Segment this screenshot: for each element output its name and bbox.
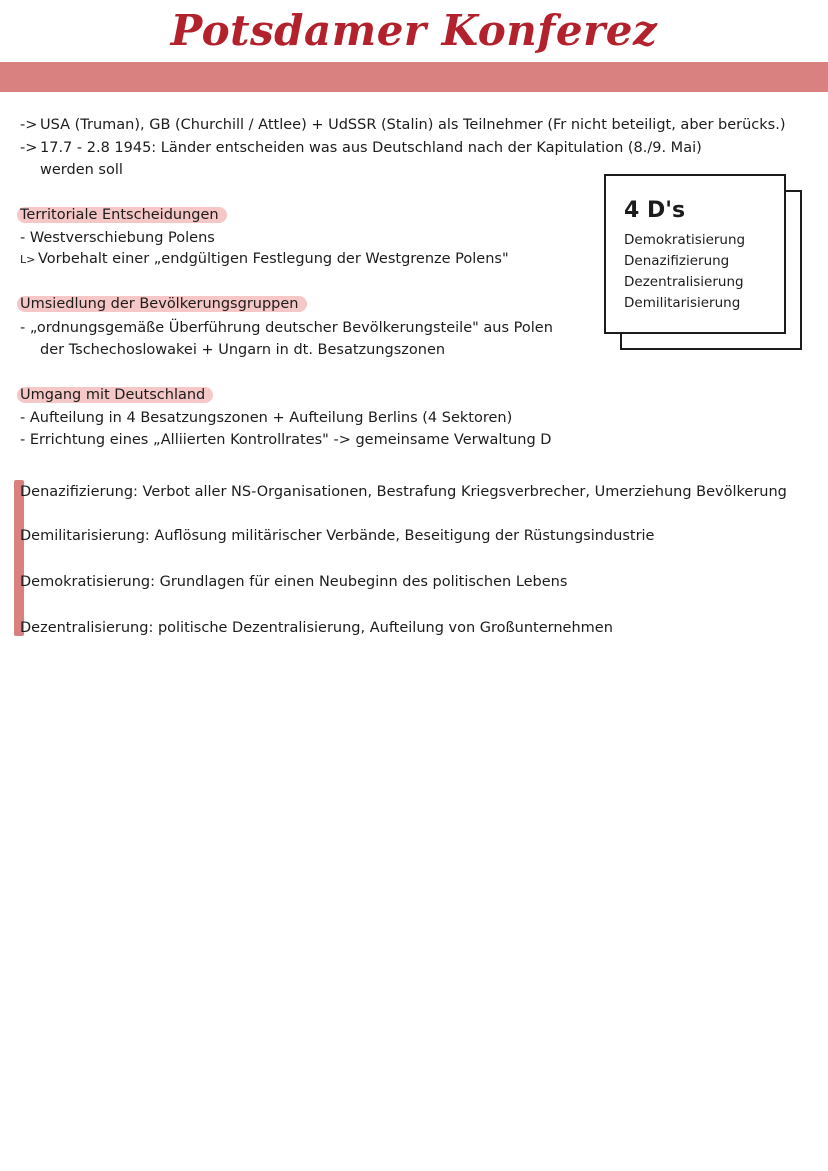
section-heading-resettlement: Umsiedlung der Bevölkerungsgruppen xyxy=(17,296,307,312)
definition-text: Verbot aller NS-Organisationen, Bestrafung Kriegsverbrecher, Umerziehung Bevölkerung xyxy=(142,484,787,500)
box-item: Dezentralisierung xyxy=(624,274,744,290)
section-heading-territorial: Territoriale Entscheidungen xyxy=(17,207,227,223)
section-heading xyxy=(20,295,307,313)
box-title: 4 D's xyxy=(624,198,686,223)
page-title: Potsdamer Konferez xyxy=(170,6,658,55)
box-item: Demilitarisierung xyxy=(624,295,741,311)
definition-text: Grundlagen für einen Neubeginn des politischen Lebens xyxy=(159,574,568,590)
definition-term: Denazifizierung: xyxy=(20,484,138,500)
section-item-text: Vorbehalt einer „endgültigen Festlegung der Westgrenze Polens" xyxy=(38,251,509,267)
arrow-icon: -> xyxy=(20,117,38,133)
definition-democratization xyxy=(20,574,567,590)
four-ds-box xyxy=(604,174,786,334)
intro-line-1 xyxy=(20,116,785,134)
section-item: - Errichtung eines „Alliierten Kontrollrates" -> gemeinsame Verwaltung D xyxy=(20,432,552,448)
intro-text-1: USA (Truman), GB (Churchill / Attlee) + UdSSR (Stalin) als Teilnehmer (Fr nicht beteiligt, aber berücks.) xyxy=(40,117,786,133)
section-heading xyxy=(20,206,227,224)
box-item: Denazifizierung xyxy=(624,253,730,269)
section-item xyxy=(20,250,509,269)
definition-decentralization xyxy=(20,620,613,636)
arrow-icon: -> xyxy=(20,140,38,156)
box-item: Demokratisierung xyxy=(624,232,746,248)
definition-term: Demilitarisierung: xyxy=(20,528,150,544)
definition-denazification xyxy=(20,484,787,500)
intro-text-2: 17.7 - 2.8 1945: Länder entscheiden was aus Deutschland nach der Kapitulation (8./9. Mai) xyxy=(40,140,702,156)
section-item: - Westverschiebung Polens xyxy=(20,230,215,246)
definitions-bar xyxy=(14,480,24,636)
intro-line-3: werden soll xyxy=(40,162,123,178)
title-band xyxy=(0,62,828,92)
definition-text: politische Dezentralisierung, Aufteilung von Großunternehmen xyxy=(157,620,613,636)
sub-arrow-icon: L> xyxy=(20,253,36,266)
definition-demilitarization xyxy=(20,528,654,544)
definition-text: Auflösung militärischer Verbände, Beseitigung der Rüstungsindustrie xyxy=(154,528,655,544)
section-item: der Tschechoslowakei + Ungarn in dt. Besatzungszonen xyxy=(40,342,446,358)
section-item: - „ordnungsgemäße Überführung deutscher Bevölkerungsteile" aus Polen xyxy=(20,320,553,336)
definition-term: Dezentralisierung: xyxy=(20,620,154,636)
definition-term: Demokratisierung: xyxy=(20,574,155,590)
section-heading xyxy=(20,386,213,404)
intro-line-2 xyxy=(20,139,702,157)
section-heading-germany: Umgang mit Deutschland xyxy=(17,387,213,403)
section-item: - Aufteilung in 4 Besatzungszonen + Aufteilung Berlins (4 Sektoren) xyxy=(20,410,513,426)
